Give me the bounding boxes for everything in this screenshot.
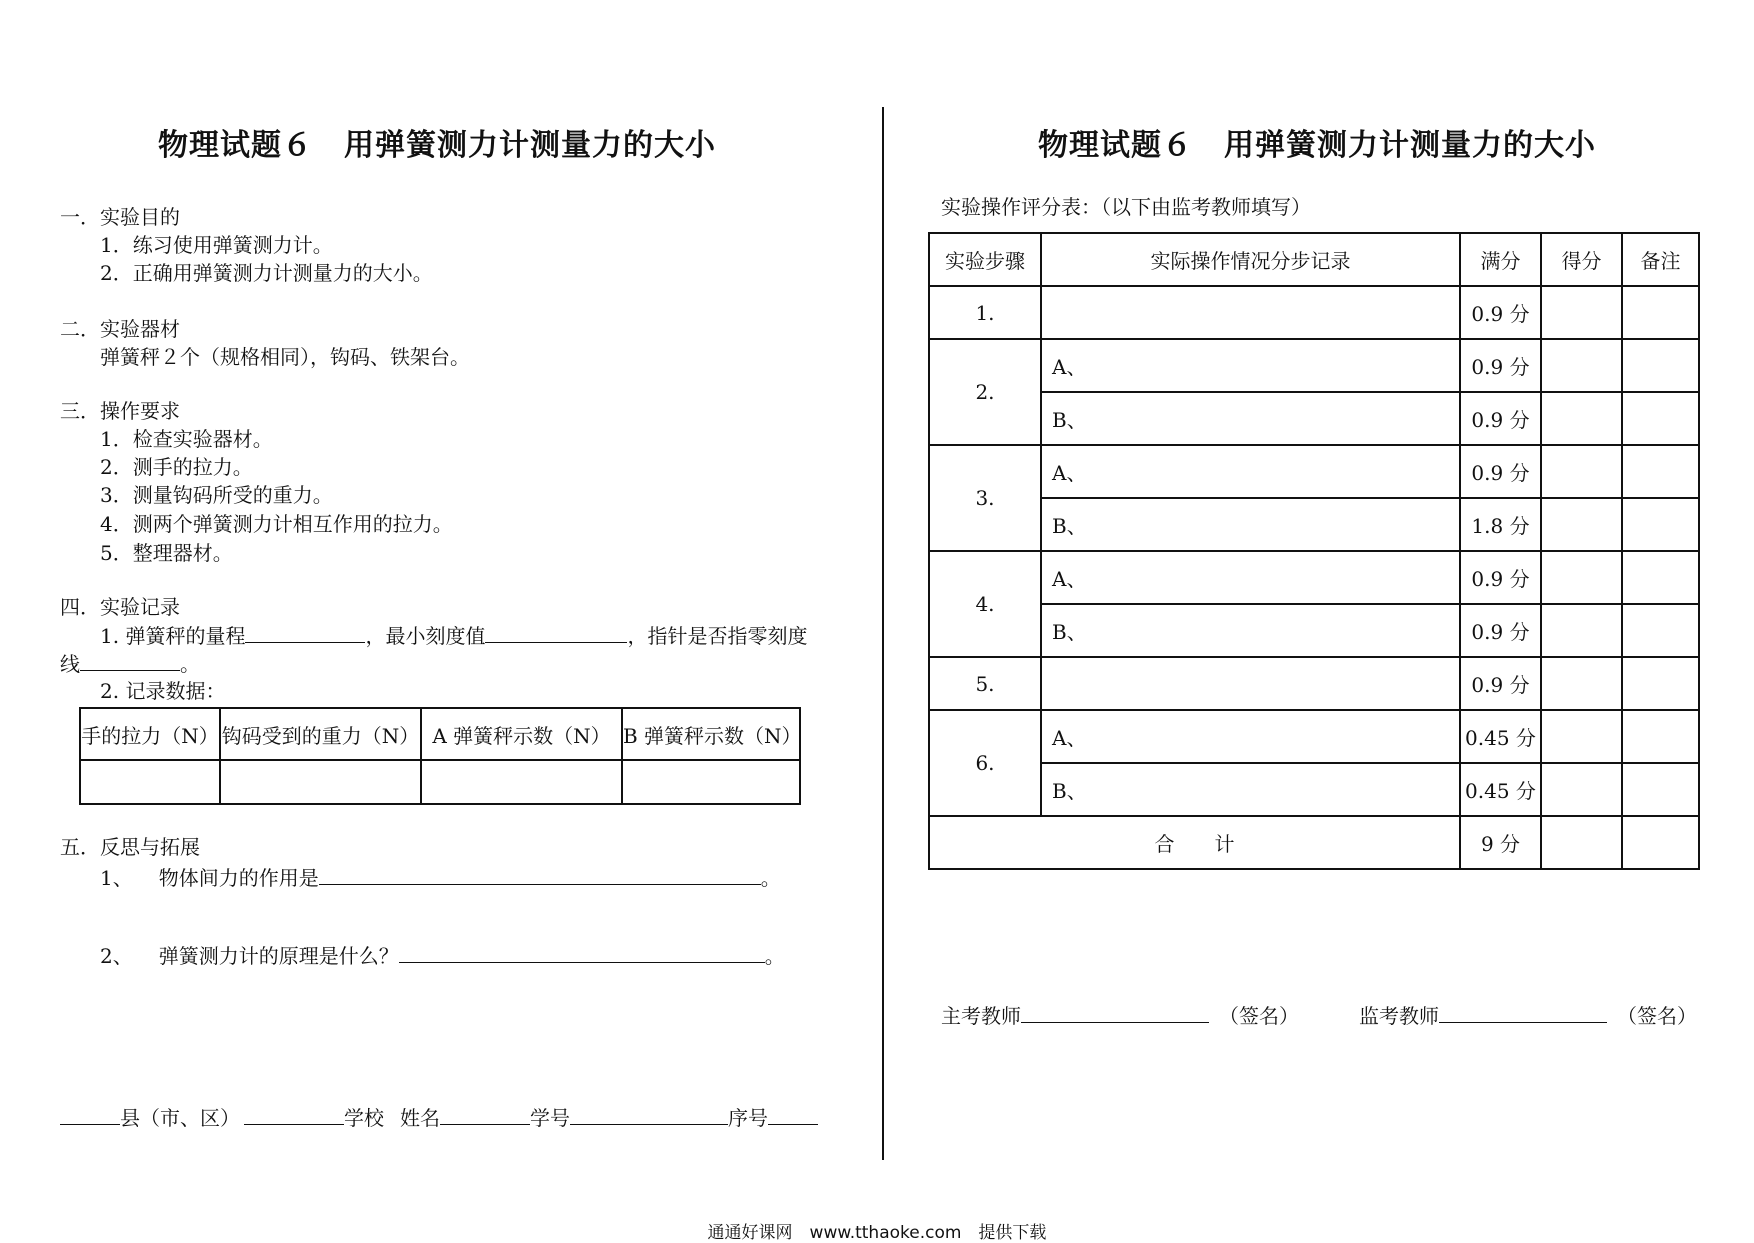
footer-watermark: 通通好课网 www.tthaoke.com 提供下载: [707, 1223, 1047, 1243]
chief-examiner-blank[interactable]: [1021, 1002, 1209, 1023]
step-3b-note-cell[interactable]: [1622, 498, 1699, 551]
record-header-b: B 弹簧秤示数（N）: [622, 708, 800, 760]
step-4a-score-cell[interactable]: [1541, 551, 1622, 604]
county-label: 县（市、区）: [120, 1106, 240, 1130]
s4-line-2: [60, 650, 200, 677]
score-header-note: 备注: [1622, 233, 1699, 286]
q2-period: 。: [764, 944, 785, 968]
s1-item-2: 2．正确用弹簧测力计测量力的大小。: [100, 261, 433, 285]
q1-period: 。: [760, 866, 781, 890]
step-2-label: 2.: [929, 339, 1041, 445]
step-4b-record-cell[interactable]: B、: [1041, 604, 1460, 657]
record-cell-weight[interactable]: [220, 760, 421, 804]
section-5-heading: 五．反思与拓展: [60, 835, 200, 859]
s5-q2: [100, 942, 785, 969]
q1-number: 1、: [100, 866, 133, 890]
step-3-label: 3.: [929, 445, 1041, 551]
step-4b-score-cell[interactable]: [1541, 604, 1622, 657]
step-6a-note-cell[interactable]: [1622, 710, 1699, 763]
s2-text: 弹簧秤２个（规格相同），钩码、铁架台。: [100, 345, 470, 369]
step-4b-note-cell[interactable]: [1622, 604, 1699, 657]
record-header-a: A 弹簧秤示数（N）: [421, 708, 622, 760]
section-3-heading: 三．操作要求: [60, 399, 180, 423]
proctor-sign-label: （签名）: [1617, 1004, 1697, 1028]
score-table: [928, 232, 1700, 870]
step-1-label: 1.: [929, 286, 1041, 339]
step-2a-score-cell[interactable]: [1541, 339, 1622, 392]
name-label: 姓名: [400, 1106, 440, 1130]
seq-no-label: 序号: [728, 1106, 768, 1130]
step-6b-score-cell[interactable]: [1541, 763, 1622, 816]
step-3b-score-cell[interactable]: [1541, 498, 1622, 551]
left-title: 物理试题６ 用弹簧测力计测量力的大小: [158, 128, 716, 163]
school-label: 学校: [344, 1106, 384, 1130]
min-scale-blank[interactable]: [485, 622, 627, 643]
step-2a-full: 0.9 分: [1460, 339, 1541, 392]
step-5-label: 5.: [929, 657, 1041, 710]
county-blank[interactable]: [60, 1104, 120, 1125]
step-4a-full: 0.9 分: [1460, 551, 1541, 604]
s5-q1: [100, 864, 781, 891]
range-blank[interactable]: [245, 622, 365, 643]
q2-text: 弹簧测力计的原理是什么？: [158, 944, 399, 968]
proctor-label: 监考教师: [1359, 1004, 1439, 1028]
step-4a-record-cell[interactable]: A、: [1041, 551, 1460, 604]
q1-answer-blank[interactable]: [319, 864, 761, 885]
record-header-weight: 钩码受到的重力（N）: [220, 708, 421, 760]
right-title: 物理试题６ 用弹簧测力计测量力的大小: [1038, 128, 1596, 163]
zero-blank[interactable]: [80, 650, 180, 671]
record-cell-hand[interactable]: [80, 760, 220, 804]
step-3a-score-cell[interactable]: [1541, 445, 1622, 498]
step-6b-record-cell[interactable]: B、: [1041, 763, 1460, 816]
step-2a-note-cell[interactable]: [1622, 339, 1699, 392]
step-4a-note-cell[interactable]: [1622, 551, 1699, 604]
step-2b-full: 0.9 分: [1460, 392, 1541, 445]
student-info-line: [60, 1104, 818, 1131]
page-divider: [882, 107, 884, 1160]
seq-no-blank[interactable]: [768, 1104, 818, 1125]
step-3a-full: 0.9 分: [1460, 445, 1541, 498]
s3-item-1: 1．检查实验器材。: [100, 427, 273, 451]
q1-text: 物体间力的作用是: [158, 866, 319, 890]
s1-item-1: 1．练习使用弹簧测力计。: [100, 233, 333, 257]
step-3b-full: 1.8 分: [1460, 498, 1541, 551]
section-1-heading: 一．实验目的: [60, 205, 180, 229]
section-4-heading: 四．实验记录: [60, 595, 180, 619]
right-page: [888, 0, 1754, 1240]
student-no-blank[interactable]: [570, 1104, 728, 1125]
chief-examiner-label: 主考教师: [941, 1004, 1021, 1028]
s4-line-3: 2. 记录数据：: [100, 679, 226, 703]
total-score-cell[interactable]: [1541, 816, 1622, 869]
step-1-full: 0.9 分: [1460, 286, 1541, 339]
step-1-note-cell[interactable]: [1622, 286, 1699, 339]
s3-item-5: 5．整理器材。: [100, 541, 233, 565]
record-cell-a[interactable]: [421, 760, 622, 804]
step-3a-record-cell[interactable]: A、: [1041, 445, 1460, 498]
q2-answer-blank[interactable]: [399, 942, 765, 963]
record-table: [79, 707, 801, 805]
s3-item-3: 3．测量钩码所受的重力。: [100, 483, 333, 507]
proctor-blank[interactable]: [1439, 1002, 1607, 1023]
step-6-label: 6.: [929, 710, 1041, 816]
chief-sign-label: （签名）: [1219, 1004, 1299, 1028]
step-5-note-cell[interactable]: [1622, 657, 1699, 710]
score-header-step: 实验步骤: [929, 233, 1041, 286]
total-full: 9 分: [1460, 816, 1541, 869]
step-2b-score-cell[interactable]: [1541, 392, 1622, 445]
step-5-record-cell[interactable]: [1041, 657, 1460, 710]
section-2-heading: 二．实验器材: [60, 317, 180, 341]
step-6a-score-cell[interactable]: [1541, 710, 1622, 763]
step-1-record-cell[interactable]: [1041, 286, 1460, 339]
step-6a-full: 0.45 分: [1460, 710, 1541, 763]
step-4b-full: 0.9 分: [1460, 604, 1541, 657]
step-3a-note-cell[interactable]: [1622, 445, 1699, 498]
step-6b-note-cell[interactable]: [1622, 763, 1699, 816]
s3-item-2: 2．测手的拉力。: [100, 455, 253, 479]
school-blank[interactable]: [244, 1104, 344, 1125]
step-2a-record-cell[interactable]: A、: [1041, 339, 1460, 392]
step-6a-record-cell[interactable]: A、: [1041, 710, 1460, 763]
s4-line-word: 线: [60, 652, 80, 676]
name-blank[interactable]: [440, 1104, 530, 1125]
s3-item-4: 4．测两个弹簧测力计相互作用的拉力。: [100, 512, 453, 536]
total-label: 合 计: [929, 816, 1460, 869]
s4-range-label: 1. 弹簧秤的量程: [100, 624, 246, 648]
s4-line-1: [100, 622, 807, 649]
step-1-score-cell[interactable]: [1541, 286, 1622, 339]
step-4-label: 4.: [929, 551, 1041, 657]
score-header-record: 实际操作情况分步记录: [1041, 233, 1460, 286]
step-2b-note-cell[interactable]: [1622, 392, 1699, 445]
score-header-full: 满分: [1460, 233, 1541, 286]
record-cell-b[interactable]: [622, 760, 800, 804]
record-header-hand: 手的拉力（N）: [80, 708, 220, 760]
step-2b-record-cell[interactable]: B、: [1041, 392, 1460, 445]
step-3b-record-cell[interactable]: B、: [1041, 498, 1460, 551]
step-5-score-cell[interactable]: [1541, 657, 1622, 710]
score-table-subtitle: 实验操作评分表：（以下由监考教师填写）: [941, 195, 1311, 219]
signature-line: [941, 1002, 1697, 1029]
s4-min-scale-label: ，最小刻度值: [365, 624, 486, 648]
s4-zero-label: ，指针是否指零刻度: [627, 624, 808, 648]
step-5-full: 0.9 分: [1460, 657, 1541, 710]
score-header-score: 得分: [1541, 233, 1622, 286]
total-note-cell[interactable]: [1622, 816, 1699, 869]
student-no-label: 学号: [530, 1106, 570, 1130]
s4-period: 。: [180, 652, 200, 676]
q2-number: 2、: [100, 944, 133, 968]
step-6b-full: 0.45 分: [1460, 763, 1541, 816]
